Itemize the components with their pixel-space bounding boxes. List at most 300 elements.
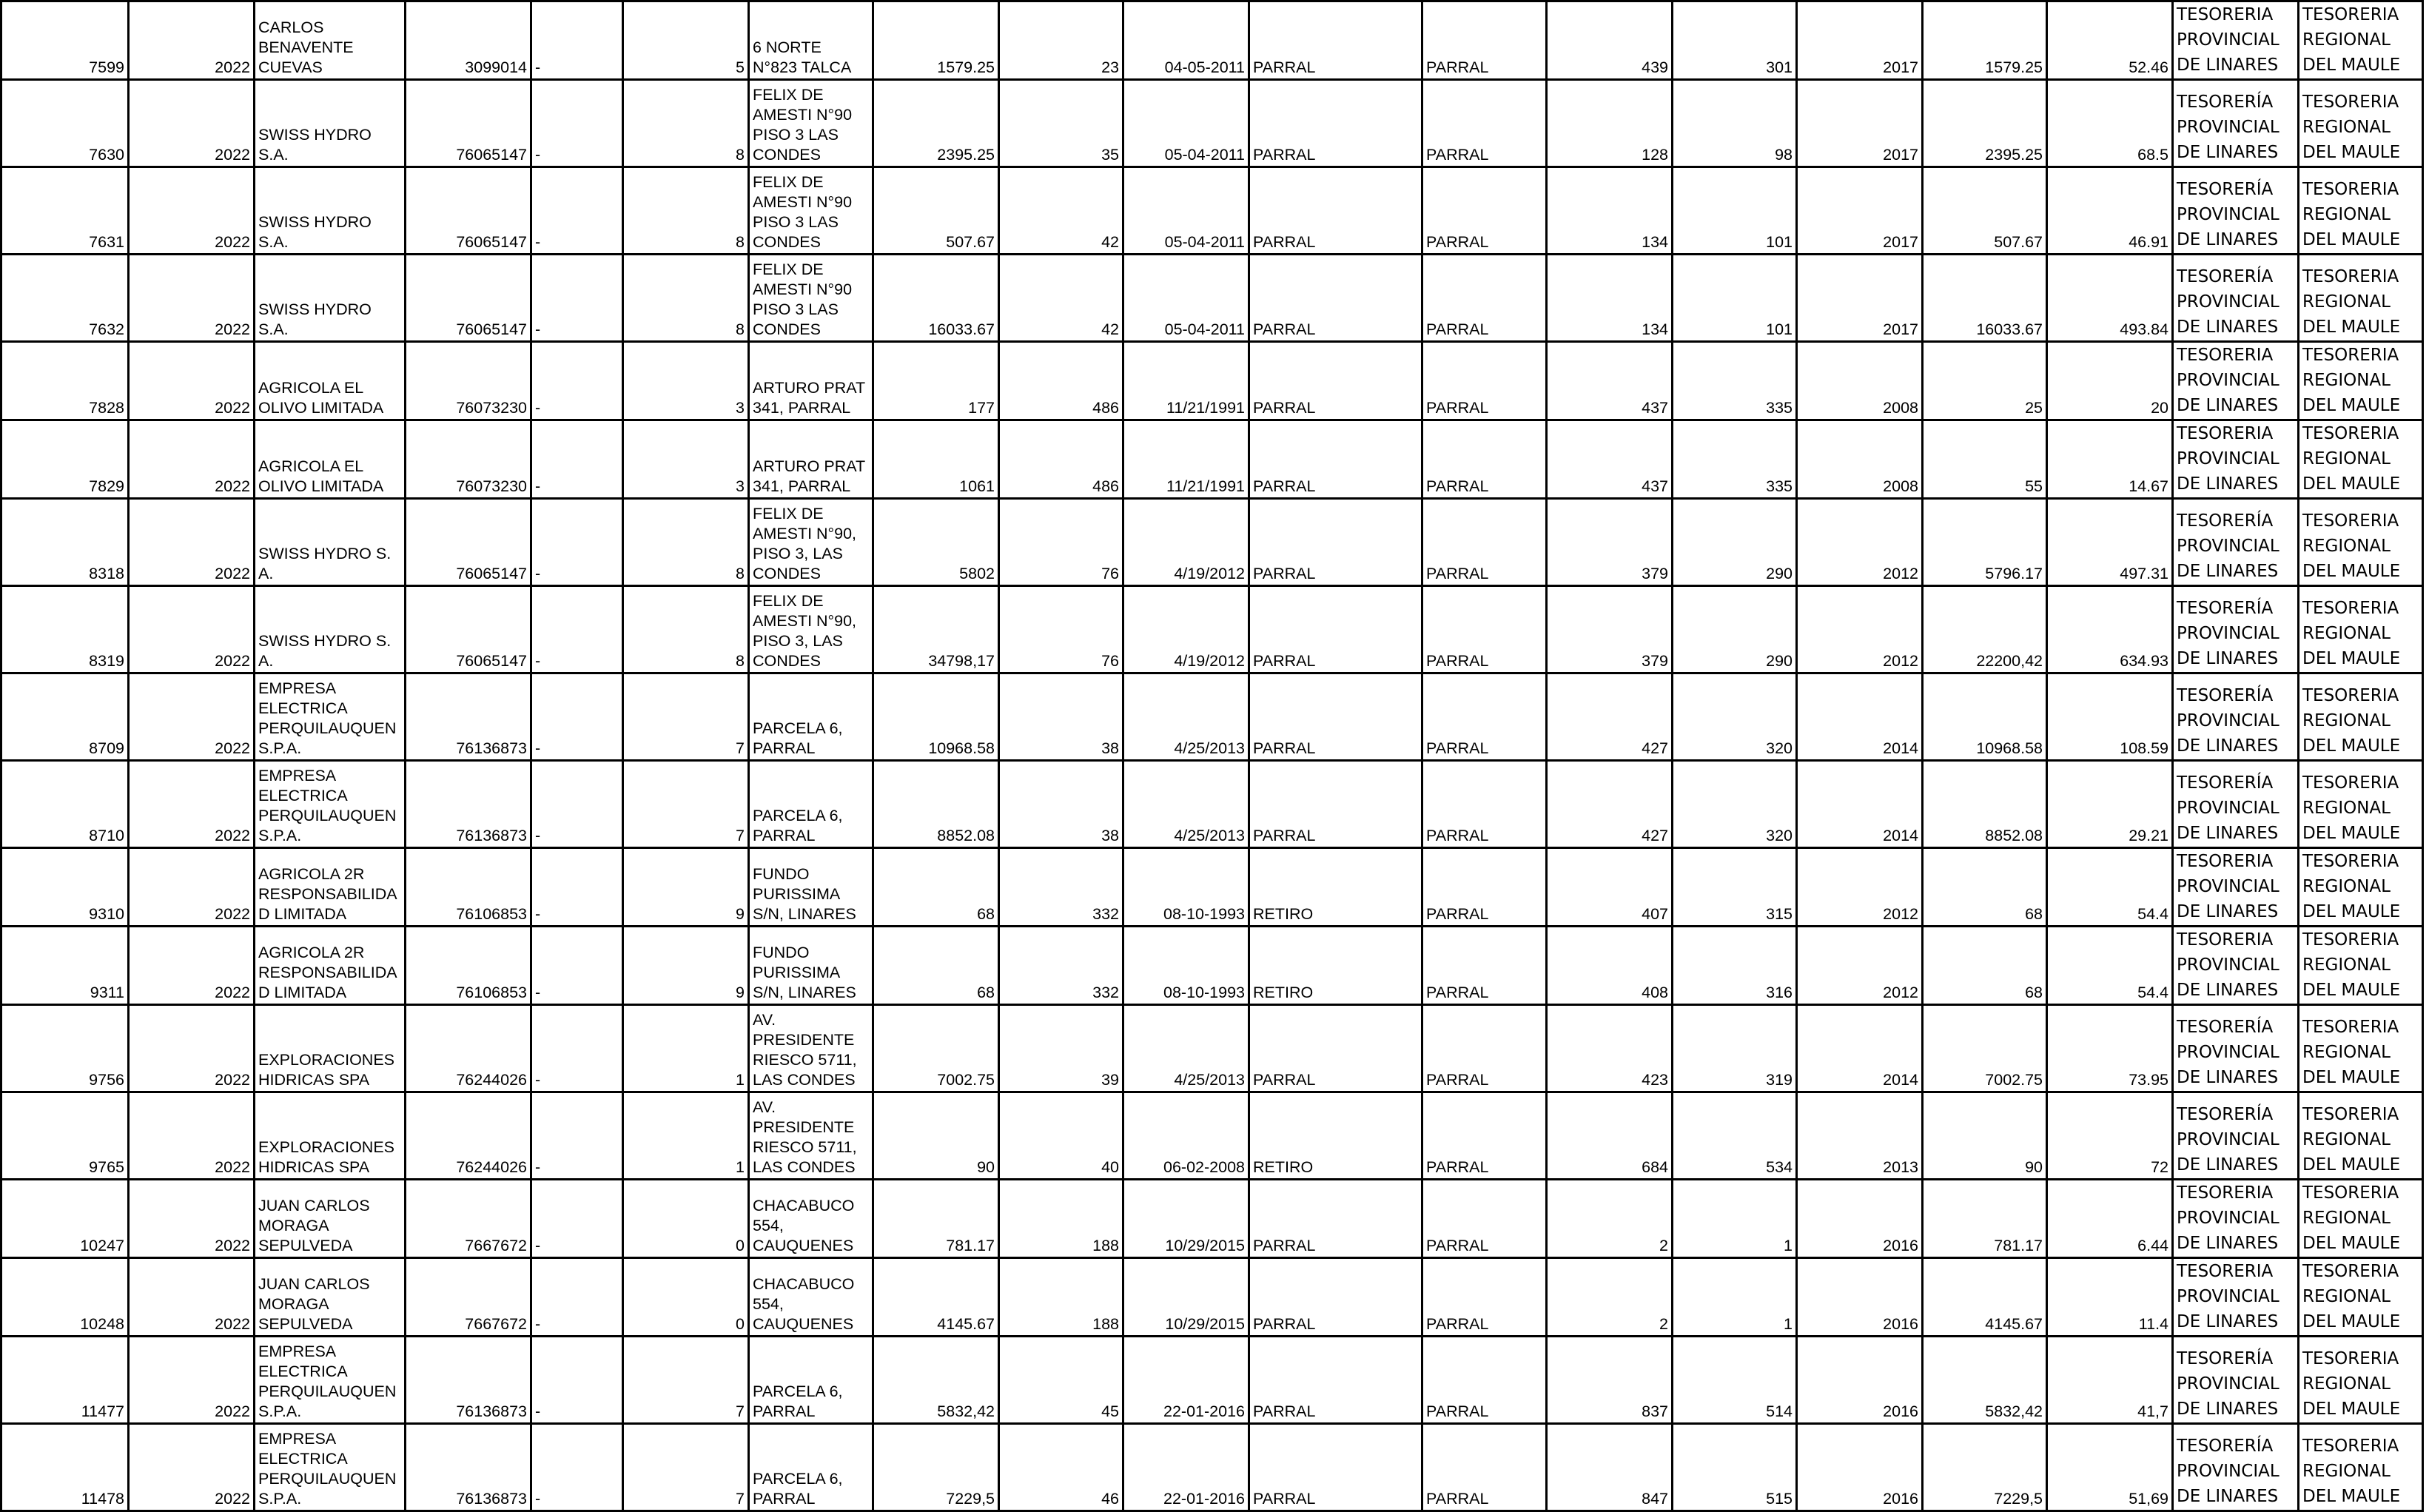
amount-cell: 22200,42 xyxy=(1923,586,2047,673)
table-row xyxy=(1,673,2423,761)
amount-cell: 5832,42 xyxy=(1923,1337,2047,1424)
tesoreria-provincial-cell: TESORERIA PROVINCIAL DE LINARES xyxy=(2173,927,2299,1005)
table-row xyxy=(1,927,2423,1005)
amount-cell: 1579.25 xyxy=(1923,1,2047,80)
dash-cell: - xyxy=(531,499,623,586)
code-cell: 128 xyxy=(1547,80,1673,167)
year-cell: 2022 xyxy=(129,673,255,761)
year-cell: 2022 xyxy=(129,255,255,342)
commune-cell: PARRAL xyxy=(1422,80,1547,167)
date-cell: 11/21/1991 xyxy=(1123,342,1249,420)
name-cell: SWISS HYDRO S.A. xyxy=(255,80,406,167)
dash-cell: - xyxy=(531,167,623,255)
table-row xyxy=(1,342,2423,420)
tesoreria-regional-cell: TESORERIA REGIONAL DEL MAULE xyxy=(2299,167,2423,255)
commune-cell: PARRAL xyxy=(1422,1005,1547,1092)
year-cell: 2014 xyxy=(1797,1005,1923,1092)
amount-cell: 2395.25 xyxy=(873,80,999,167)
commune-cell: PARRAL xyxy=(1422,255,1547,342)
commune-cell: PARRAL xyxy=(1422,167,1547,255)
table-row xyxy=(1,586,2423,673)
address-cell: FELIX DE AMESTI N°90, PISO 3, LAS CONDES xyxy=(749,586,873,673)
year-cell: 2022 xyxy=(129,927,255,1005)
amount-cell: 73.95 xyxy=(2047,1005,2173,1092)
tesoreria-provincial-cell: TESORERÍA PROVINCIAL DE LINARES xyxy=(2173,1005,2299,1092)
amount-cell: 46.91 xyxy=(2047,167,2173,255)
amount-cell: 5832,42 xyxy=(873,1337,999,1424)
dash-cell: - xyxy=(531,1005,623,1092)
id-cell: 7828 xyxy=(1,342,129,420)
dv-cell: 7 xyxy=(623,1424,749,1511)
year-cell: 2022 xyxy=(129,1092,255,1180)
tesoreria-provincial-cell: TESORERÍA PROVINCIAL DE LINARES xyxy=(2173,586,2299,673)
number-cell: 332 xyxy=(999,927,1123,1005)
amount-cell: 14.67 xyxy=(2047,420,2173,499)
tesoreria-provincial-cell: TESORERIA PROVINCIAL DE LINARES xyxy=(2173,1180,2299,1258)
code-cell: 335 xyxy=(1673,420,1797,499)
code-cell: 98 xyxy=(1673,80,1797,167)
rut-cell: 76244026 xyxy=(406,1005,531,1092)
amount-cell: 41,7 xyxy=(2047,1337,2173,1424)
code-cell: 427 xyxy=(1547,673,1673,761)
address-cell: 6 NORTE N°823 TALCA xyxy=(749,1,873,80)
address-cell: PARCELA 6, PARRAL xyxy=(749,761,873,848)
code-cell: 134 xyxy=(1547,167,1673,255)
name-cell: EXPLORACIONES HIDRICAS SPA xyxy=(255,1005,406,1092)
code-cell: 101 xyxy=(1673,255,1797,342)
commune-cell: PARRAL xyxy=(1422,1424,1547,1511)
dv-cell: 9 xyxy=(623,927,749,1005)
dv-cell: 3 xyxy=(623,342,749,420)
amount-cell: 54.4 xyxy=(2047,848,2173,927)
amount-cell: 507.67 xyxy=(873,167,999,255)
table-row xyxy=(1,1092,2423,1180)
rut-cell: 76136873 xyxy=(406,1424,531,1511)
commune-cell: PARRAL xyxy=(1422,673,1547,761)
dash-cell: - xyxy=(531,1,623,80)
amount-cell: 72 xyxy=(2047,1092,2173,1180)
dv-cell: 0 xyxy=(623,1180,749,1258)
commune-cell: PARRAL xyxy=(1249,420,1422,499)
date-cell: 08-10-1993 xyxy=(1123,927,1249,1005)
code-cell: 423 xyxy=(1547,1005,1673,1092)
amount-cell: 7002.75 xyxy=(873,1005,999,1092)
dash-cell: - xyxy=(531,761,623,848)
dv-cell: 8 xyxy=(623,167,749,255)
commune-cell: PARRAL xyxy=(1422,761,1547,848)
code-cell: 101 xyxy=(1673,167,1797,255)
address-cell: PARCELA 6, PARRAL xyxy=(749,1424,873,1511)
tesoreria-provincial-cell: TESORERÍA PROVINCIAL DE LINARES xyxy=(2173,80,2299,167)
number-cell: 38 xyxy=(999,761,1123,848)
address-cell: FUNDO PURISSIMA S/N, LINARES xyxy=(749,927,873,1005)
name-cell: EMPRESA ELECTRICA PERQUILAUQUEN S.P.A. xyxy=(255,1337,406,1424)
code-cell: 427 xyxy=(1547,761,1673,848)
amount-cell: 68 xyxy=(873,927,999,1005)
id-cell: 8318 xyxy=(1,499,129,586)
year-cell: 2014 xyxy=(1797,673,1923,761)
date-cell: 4/25/2013 xyxy=(1123,673,1249,761)
commune-cell: PARRAL xyxy=(1249,255,1422,342)
dash-cell: - xyxy=(531,1337,623,1424)
name-cell: AGRICOLA EL OLIVO LIMITADA xyxy=(255,420,406,499)
date-cell: 08-10-1993 xyxy=(1123,848,1249,927)
id-cell: 7630 xyxy=(1,80,129,167)
date-cell: 22-01-2016 xyxy=(1123,1337,1249,1424)
date-cell: 05-04-2011 xyxy=(1123,80,1249,167)
date-cell: 04-05-2011 xyxy=(1123,1,1249,80)
year-cell: 2022 xyxy=(129,420,255,499)
rut-cell: 7667672 xyxy=(406,1180,531,1258)
table-row xyxy=(1,1,2423,80)
tesoreria-regional-cell: TESORERIA REGIONAL DEL MAULE xyxy=(2299,1424,2423,1511)
tesoreria-regional-cell: TESORERIA REGIONAL DEL MAULE xyxy=(2299,1258,2423,1337)
year-cell: 2016 xyxy=(1797,1424,1923,1511)
commune-cell: PARRAL xyxy=(1422,1180,1547,1258)
year-cell: 2022 xyxy=(129,1424,255,1511)
code-cell: 320 xyxy=(1673,673,1797,761)
year-cell: 2022 xyxy=(129,586,255,673)
tesoreria-regional-cell: TESORERIA REGIONAL DEL MAULE xyxy=(2299,761,2423,848)
dv-cell: 3 xyxy=(623,420,749,499)
rut-cell: 76136873 xyxy=(406,761,531,848)
tesoreria-provincial-cell: TESORERÍA PROVINCIAL DE LINARES xyxy=(2173,1337,2299,1424)
dash-cell: - xyxy=(531,1424,623,1511)
amount-cell: 52.46 xyxy=(2047,1,2173,80)
amount-cell: 507.67 xyxy=(1923,167,2047,255)
date-cell: 4/25/2013 xyxy=(1123,1005,1249,1092)
name-cell: CARLOS BENAVENTE CUEVAS xyxy=(255,1,406,80)
tesoreria-provincial-cell: TESORERÍA PROVINCIAL DE LINARES xyxy=(2173,761,2299,848)
amount-cell: 68.5 xyxy=(2047,80,2173,167)
address-cell: CHACABUCO 554, CAUQUENES xyxy=(749,1258,873,1337)
amount-cell: 68 xyxy=(1923,927,2047,1005)
number-cell: 38 xyxy=(999,673,1123,761)
code-cell: 408 xyxy=(1547,927,1673,1005)
amount-cell: 4145.67 xyxy=(873,1258,999,1337)
table-row xyxy=(1,80,2423,167)
code-cell: 315 xyxy=(1673,848,1797,927)
rut-cell: 76136873 xyxy=(406,673,531,761)
commune-cell: PARRAL xyxy=(1249,1180,1422,1258)
commune-cell: PARRAL xyxy=(1422,420,1547,499)
year-cell: 2016 xyxy=(1797,1337,1923,1424)
commune-cell: PARRAL xyxy=(1422,1092,1547,1180)
commune-cell: PARRAL xyxy=(1422,499,1547,586)
tesoreria-provincial-cell: TESORERIA PROVINCIAL DE LINARES xyxy=(2173,1258,2299,1337)
amount-cell: 497.31 xyxy=(2047,499,2173,586)
code-cell: 437 xyxy=(1547,342,1673,420)
year-cell: 2017 xyxy=(1797,167,1923,255)
code-cell: 301 xyxy=(1673,1,1797,80)
rut-cell: 76244026 xyxy=(406,1092,531,1180)
tesoreria-regional-cell: TESORERIA REGIONAL DEL MAULE xyxy=(2299,1,2423,80)
table-row xyxy=(1,1180,2423,1258)
amount-cell: 25 xyxy=(1923,342,2047,420)
year-cell: 2022 xyxy=(129,167,255,255)
dv-cell: 7 xyxy=(623,1337,749,1424)
rut-cell: 76106853 xyxy=(406,927,531,1005)
commune-cell: PARRAL xyxy=(1422,1337,1547,1424)
commune-cell: PARRAL xyxy=(1249,1,1422,80)
number-cell: 188 xyxy=(999,1258,1123,1337)
dv-cell: 7 xyxy=(623,761,749,848)
id-cell: 7599 xyxy=(1,1,129,80)
tesoreria-regional-cell: TESORERIA REGIONAL DEL MAULE xyxy=(2299,1337,2423,1424)
amount-cell: 20 xyxy=(2047,342,2173,420)
number-cell: 76 xyxy=(999,586,1123,673)
commune-cell: PARRAL xyxy=(1422,1,1547,80)
amount-cell: 90 xyxy=(873,1092,999,1180)
code-cell: 1 xyxy=(1673,1180,1797,1258)
tesoreria-regional-cell: TESORERIA REGIONAL DEL MAULE xyxy=(2299,255,2423,342)
name-cell: EMPRESA ELECTRICA PERQUILAUQUEN S.P.A. xyxy=(255,1424,406,1511)
dv-cell: 1 xyxy=(623,1092,749,1180)
table-row xyxy=(1,499,2423,586)
dash-cell: - xyxy=(531,1180,623,1258)
commune-cell: RETIRO xyxy=(1249,1092,1422,1180)
amount-cell: 10968.58 xyxy=(873,673,999,761)
code-cell: 2 xyxy=(1547,1258,1673,1337)
code-cell: 837 xyxy=(1547,1337,1673,1424)
rut-cell: 7667672 xyxy=(406,1258,531,1337)
rut-cell: 76136873 xyxy=(406,1337,531,1424)
number-cell: 39 xyxy=(999,1005,1123,1092)
amount-cell: 8852.08 xyxy=(1923,761,2047,848)
tesoreria-provincial-cell: TESORERIA PROVINCIAL DE LINARES xyxy=(2173,848,2299,927)
id-cell: 8710 xyxy=(1,761,129,848)
code-cell: 2 xyxy=(1547,1180,1673,1258)
table-row xyxy=(1,255,2423,342)
dv-cell: 7 xyxy=(623,673,749,761)
year-cell: 2022 xyxy=(129,848,255,927)
code-cell: 684 xyxy=(1547,1092,1673,1180)
dash-cell: - xyxy=(531,1258,623,1337)
amount-cell: 68 xyxy=(873,848,999,927)
amount-cell: 108.59 xyxy=(2047,673,2173,761)
id-cell: 7829 xyxy=(1,420,129,499)
amount-cell: 781.17 xyxy=(1923,1180,2047,1258)
code-cell: 407 xyxy=(1547,848,1673,927)
date-cell: 4/19/2012 xyxy=(1123,499,1249,586)
date-cell: 10/29/2015 xyxy=(1123,1180,1249,1258)
year-cell: 2022 xyxy=(129,1005,255,1092)
address-cell: FELIX DE AMESTI N°90 PISO 3 LAS CONDES xyxy=(749,80,873,167)
number-cell: 486 xyxy=(999,420,1123,499)
amount-cell: 1579.25 xyxy=(873,1,999,80)
tesoreria-provincial-cell: TESORERIA PROVINCIAL DE LINARES xyxy=(2173,420,2299,499)
year-cell: 2017 xyxy=(1797,1,1923,80)
commune-cell: PARRAL xyxy=(1249,1337,1422,1424)
dv-cell: 8 xyxy=(623,80,749,167)
name-cell: SWISS HYDRO S. A. xyxy=(255,499,406,586)
year-cell: 2022 xyxy=(129,1337,255,1424)
rut-cell: 76065147 xyxy=(406,255,531,342)
address-cell: ARTURO PRAT 341, PARRAL xyxy=(749,342,873,420)
tesoreria-regional-cell: TESORERIA REGIONAL DEL MAULE xyxy=(2299,80,2423,167)
year-cell: 2012 xyxy=(1797,848,1923,927)
commune-cell: PARRAL xyxy=(1249,761,1422,848)
amount-cell: 493.84 xyxy=(2047,255,2173,342)
commune-cell: PARRAL xyxy=(1249,80,1422,167)
commune-cell: PARRAL xyxy=(1249,1258,1422,1337)
code-cell: 320 xyxy=(1673,761,1797,848)
dv-cell: 1 xyxy=(623,1005,749,1092)
tesoreria-provincial-cell: TESORERIA PROVINCIAL DE LINARES xyxy=(2173,342,2299,420)
code-cell: 847 xyxy=(1547,1424,1673,1511)
date-cell: 10/29/2015 xyxy=(1123,1258,1249,1337)
dash-cell: - xyxy=(531,420,623,499)
tesoreria-regional-cell: TESORERIA REGIONAL DEL MAULE xyxy=(2299,1092,2423,1180)
year-cell: 2014 xyxy=(1797,761,1923,848)
amount-cell: 29.21 xyxy=(2047,761,2173,848)
dv-cell: 5 xyxy=(623,1,749,80)
commune-cell: PARRAL xyxy=(1249,1424,1422,1511)
dash-cell: - xyxy=(531,848,623,927)
code-cell: 379 xyxy=(1547,586,1673,673)
amount-cell: 54.4 xyxy=(2047,927,2173,1005)
number-cell: 46 xyxy=(999,1424,1123,1511)
address-cell: FELIX DE AMESTI N°90 PISO 3 LAS CONDES xyxy=(749,167,873,255)
commune-cell: PARRAL xyxy=(1249,673,1422,761)
address-cell: FELIX DE AMESTI N°90 PISO 3 LAS CONDES xyxy=(749,255,873,342)
amount-cell: 4145.67 xyxy=(1923,1258,2047,1337)
rut-cell: 76065147 xyxy=(406,80,531,167)
year-cell: 2012 xyxy=(1797,927,1923,1005)
year-cell: 2022 xyxy=(129,342,255,420)
amount-cell: 7002.75 xyxy=(1923,1005,2047,1092)
number-cell: 45 xyxy=(999,1337,1123,1424)
date-cell: 4/25/2013 xyxy=(1123,761,1249,848)
year-cell: 2008 xyxy=(1797,420,1923,499)
year-cell: 2017 xyxy=(1797,255,1923,342)
code-cell: 290 xyxy=(1673,586,1797,673)
amount-cell: 68 xyxy=(1923,848,2047,927)
commune-cell: PARRAL xyxy=(1249,167,1422,255)
date-cell: 11/21/1991 xyxy=(1123,420,1249,499)
id-cell: 9765 xyxy=(1,1092,129,1180)
rut-cell: 3099014 xyxy=(406,1,531,80)
tesoreria-regional-cell: TESORERIA REGIONAL DEL MAULE xyxy=(2299,927,2423,1005)
amount-cell: 2395.25 xyxy=(1923,80,2047,167)
code-cell: 379 xyxy=(1547,499,1673,586)
commune-cell: PARRAL xyxy=(1422,848,1547,927)
tesoreria-regional-cell: TESORERIA REGIONAL DEL MAULE xyxy=(2299,1005,2423,1092)
address-cell: CHACABUCO 554, CAUQUENES xyxy=(749,1180,873,1258)
tesoreria-provincial-cell: TESORERÍA PROVINCIAL DE LINARES xyxy=(2173,167,2299,255)
table-row xyxy=(1,1258,2423,1337)
name-cell: SWISS HYDRO S. A. xyxy=(255,586,406,673)
tesoreria-provincial-cell: TESORERIA PROVINCIAL DE LINARES xyxy=(2173,1,2299,80)
commune-cell: PARRAL xyxy=(1422,1258,1547,1337)
name-cell: EMPRESA ELECTRICA PERQUILAUQUEN S.P.A. xyxy=(255,673,406,761)
tesoreria-provincial-cell: TESORERÍA PROVINCIAL DE LINARES xyxy=(2173,1092,2299,1180)
year-cell: 2022 xyxy=(129,761,255,848)
tesoreria-regional-cell: TESORERIA REGIONAL DEL MAULE xyxy=(2299,1180,2423,1258)
id-cell: 8319 xyxy=(1,586,129,673)
number-cell: 188 xyxy=(999,1180,1123,1258)
table-row xyxy=(1,420,2423,499)
tesoreria-provincial-cell: TESORERÍA PROVINCIAL DE LINARES xyxy=(2173,499,2299,586)
name-cell: EMPRESA ELECTRICA PERQUILAUQUEN S.P.A. xyxy=(255,761,406,848)
address-cell: FELIX DE AMESTI N°90, PISO 3, LAS CONDES xyxy=(749,499,873,586)
number-cell: 35 xyxy=(999,80,1123,167)
amount-cell: 5802 xyxy=(873,499,999,586)
address-cell: AV. PRESIDENTE RIESCO 5711, LAS CONDES xyxy=(749,1092,873,1180)
dash-cell: - xyxy=(531,342,623,420)
date-cell: 05-04-2011 xyxy=(1123,255,1249,342)
amount-cell: 8852.08 xyxy=(873,761,999,848)
year-cell: 2013 xyxy=(1797,1092,1923,1180)
id-cell: 9311 xyxy=(1,927,129,1005)
tesoreria-regional-cell: TESORERIA REGIONAL DEL MAULE xyxy=(2299,848,2423,927)
code-cell: 134 xyxy=(1547,255,1673,342)
amount-cell: 634.93 xyxy=(2047,586,2173,673)
code-cell: 335 xyxy=(1673,342,1797,420)
commune-cell: PARRAL xyxy=(1249,499,1422,586)
dash-cell: - xyxy=(531,927,623,1005)
number-cell: 23 xyxy=(999,1,1123,80)
amount-cell: 51,69 xyxy=(2047,1424,2173,1511)
commune-cell: RETIRO xyxy=(1249,848,1422,927)
amount-cell: 6.44 xyxy=(2047,1180,2173,1258)
commune-cell: RETIRO xyxy=(1249,927,1422,1005)
tesoreria-regional-cell: TESORERIA REGIONAL DEL MAULE xyxy=(2299,586,2423,673)
address-cell: ARTURO PRAT 341, PARRAL xyxy=(749,420,873,499)
year-cell: 2017 xyxy=(1797,80,1923,167)
address-cell: FUNDO PURISSIMA S/N, LINARES xyxy=(749,848,873,927)
date-cell: 06-02-2008 xyxy=(1123,1092,1249,1180)
year-cell: 2022 xyxy=(129,1258,255,1337)
name-cell: SWISS HYDRO S.A. xyxy=(255,167,406,255)
code-cell: 290 xyxy=(1673,499,1797,586)
tesoreria-provincial-cell: TESORERÍA PROVINCIAL DE LINARES xyxy=(2173,673,2299,761)
dv-cell: 8 xyxy=(623,499,749,586)
year-cell: 2016 xyxy=(1797,1180,1923,1258)
amount-cell: 16033.67 xyxy=(1923,255,2047,342)
number-cell: 40 xyxy=(999,1092,1123,1180)
date-cell: 4/19/2012 xyxy=(1123,586,1249,673)
id-cell: 11477 xyxy=(1,1337,129,1424)
name-cell: JUAN CARLOS MORAGA SEPULVEDA xyxy=(255,1258,406,1337)
date-cell: 22-01-2016 xyxy=(1123,1424,1249,1511)
year-cell: 2022 xyxy=(129,80,255,167)
name-cell: AGRICOLA EL OLIVO LIMITADA xyxy=(255,342,406,420)
amount-cell: 16033.67 xyxy=(873,255,999,342)
dash-cell: - xyxy=(531,673,623,761)
dv-cell: 8 xyxy=(623,255,749,342)
number-cell: 42 xyxy=(999,255,1123,342)
code-cell: 316 xyxy=(1673,927,1797,1005)
amount-cell: 177 xyxy=(873,342,999,420)
dv-cell: 0 xyxy=(623,1258,749,1337)
rut-cell: 76065147 xyxy=(406,167,531,255)
name-cell: SWISS HYDRO S.A. xyxy=(255,255,406,342)
commune-cell: PARRAL xyxy=(1249,342,1422,420)
commune-cell: PARRAL xyxy=(1422,342,1547,420)
id-cell: 8709 xyxy=(1,673,129,761)
table-row xyxy=(1,167,2423,255)
name-cell: AGRICOLA 2R RESPONSABILIDA D LIMITADA xyxy=(255,848,406,927)
table-row xyxy=(1,761,2423,848)
address-cell: AV. PRESIDENTE RIESCO 5711, LAS CONDES xyxy=(749,1005,873,1092)
amount-cell: 1061 xyxy=(873,420,999,499)
year-cell: 2008 xyxy=(1797,342,1923,420)
table-row xyxy=(1,1337,2423,1424)
address-cell: PARCELA 6, PARRAL xyxy=(749,1337,873,1424)
tesoreria-provincial-cell: TESORERÍA PROVINCIAL DE LINARES xyxy=(2173,255,2299,342)
amount-cell: 90 xyxy=(1923,1092,2047,1180)
